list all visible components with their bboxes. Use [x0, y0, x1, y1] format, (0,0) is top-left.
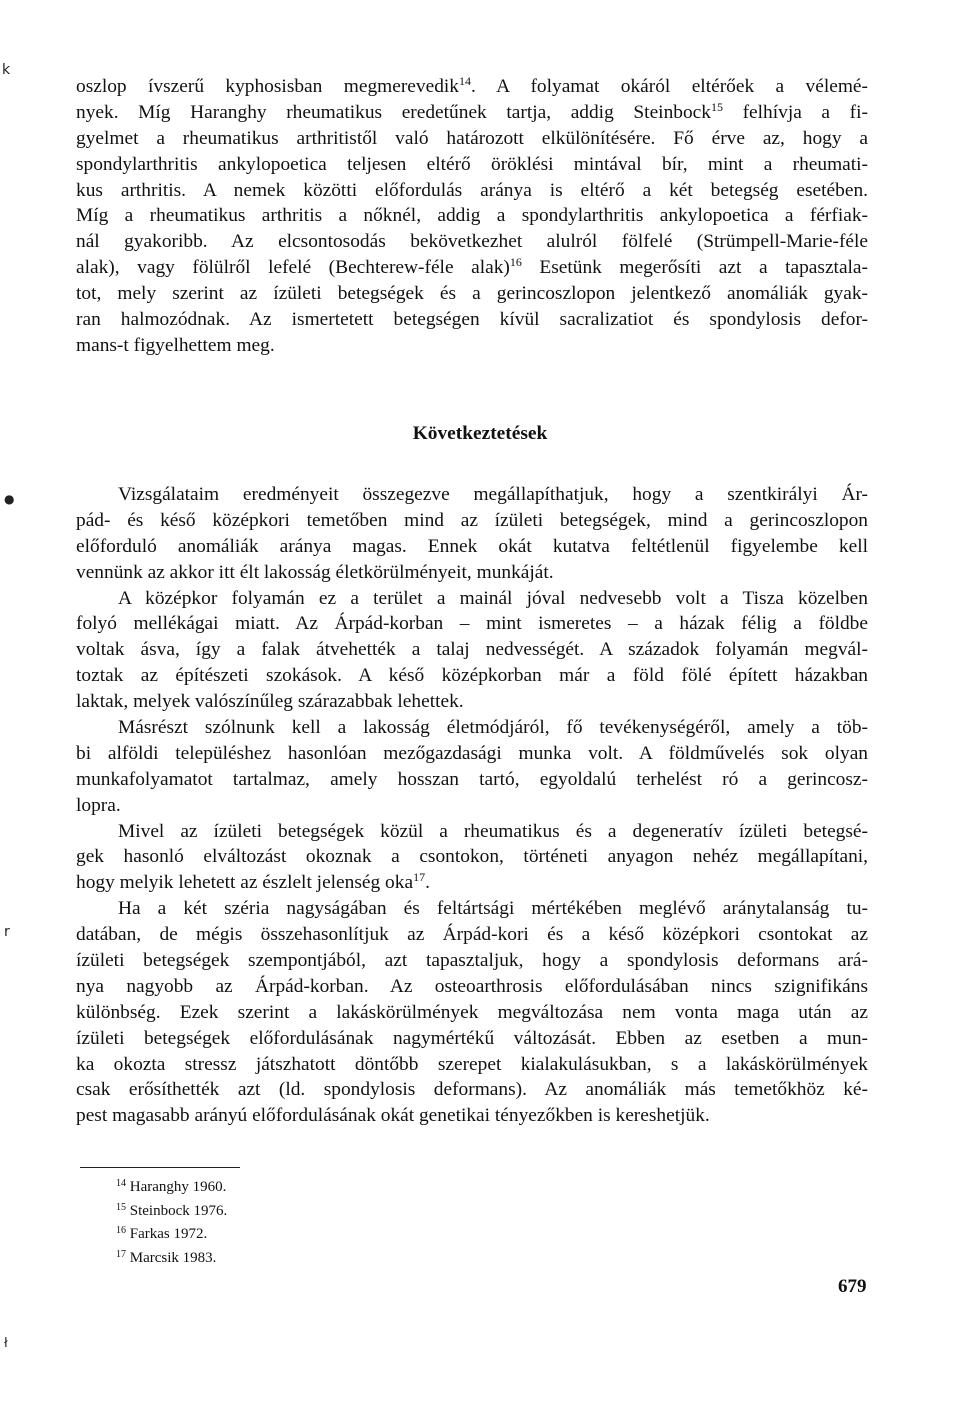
- section-heading: Következtetések: [412, 423, 548, 444]
- line-text: Vizsgálataim eredményeit összegezve megállapíthatjuk, hogy a szentkirályi Ár-: [118, 484, 868, 505]
- line-text: folyó mellékágai miatt. Az Árpád-korban – mint ismeretes – a házak félig a földbe: [76, 613, 868, 635]
- text-line: [76, 307, 868, 333]
- line-text: lopra.: [76, 794, 121, 816]
- text-line: [76, 844, 868, 870]
- line-text: .: [425, 872, 430, 894]
- line-text: spondylarthritis ankylopoetica teljesen eltérő öröklési mintával bír, mint a rheumati-: [76, 153, 868, 175]
- text-line: [76, 1026, 868, 1052]
- text-line: [76, 178, 868, 204]
- footnote-ref: 15: [710, 99, 723, 114]
- footnote-ref: 17: [413, 870, 426, 885]
- text-line: [76, 100, 868, 126]
- line-text: nyek. Míg Haranghy rheumatikus eredetűnek tartja, addig Steinbock: [76, 101, 711, 123]
- line-text: kus arthritis. A nemek közötti előfordulás aránya is eltérő a két betegség esetében.: [76, 179, 868, 201]
- line-text: laktak, melyek valószínűleg szárazabbak lehettek.: [76, 691, 464, 713]
- text-line: [76, 74, 868, 100]
- scan-mark: k: [2, 62, 11, 78]
- text-line: [76, 482, 868, 508]
- text-line: [76, 611, 868, 637]
- text-line: [76, 715, 868, 741]
- text-line: [76, 281, 868, 307]
- footnote-text: Haranghy 1960.: [126, 1179, 227, 1195]
- text-line: [76, 1103, 868, 1129]
- line-text: ízületi betegségek szempontjából, azt tapasztaljuk, hogy a spondylosis deformans ará-: [76, 950, 868, 972]
- line-text: nya nagyobb az Árpád-korban. Az osteoarthrosis előfordulásában nincs szignifikáns: [76, 975, 868, 997]
- text-line: [76, 870, 868, 896]
- line-text: vennünk az akkor itt élt lakosság életkörülményeit, munkáját.: [76, 561, 554, 583]
- line-text: Míg a rheumatikus arthritis a nőknél, addig a spondylarthritis ankylopoetica a férfiak-: [76, 205, 868, 227]
- text-line: [76, 333, 868, 359]
- line-text: különbség. Ezek szerint a lakáskörülmények megváltozása nem vonta maga után az: [76, 1001, 868, 1023]
- body-paragraph: [76, 74, 868, 359]
- text-line: [76, 126, 868, 152]
- text-line: [76, 793, 868, 819]
- line-text: pád- és késő középkori temetőben mind az ízületi betegségek, mind a gerincoszlopon: [76, 509, 868, 531]
- line-text: ízületi betegségek előfordulásának nagymértékű változását. Ebben az esetben a mun-: [76, 1027, 868, 1049]
- text-line: [76, 689, 868, 715]
- text-line: [76, 255, 868, 281]
- line-text: voltak ásva, így a falak átvehették a talaj nedvességét. A századok folyamán megvál-: [76, 639, 868, 661]
- line-text: csak erősíthették azt (ld. spondylosis deformans). Az anomáliák más temetőkhöz ké-: [76, 1079, 868, 1101]
- text-line: [76, 637, 868, 663]
- text-line: [76, 741, 868, 767]
- footnote-number: 15: [116, 1201, 126, 1213]
- line-text: Mivel az ízületi betegségek közül a rheumatikus és a degeneratív ízületi betegsé-: [118, 820, 868, 842]
- page-number: 679: [838, 1276, 867, 1297]
- text-line: [76, 586, 868, 612]
- text-line: [76, 152, 868, 178]
- footnotes: [116, 1176, 227, 1270]
- line-text: . A folyamat okáról eltérőek a vélemé-: [470, 76, 868, 97]
- text-line: [76, 229, 868, 255]
- line-text: felhívja a fi-: [722, 101, 868, 123]
- scan-mark: r: [4, 924, 10, 940]
- footnote-number: 17: [116, 1248, 126, 1260]
- line-text: gyelmet a rheumatikus arthritistől való határozott elkülönítésére. Fő érve az, hogy a: [76, 127, 868, 149]
- text-line: [76, 896, 868, 922]
- line-text: datában, de mégis összehasonlítjuk az Árpád-kori és a késő középkori csontokat az: [76, 924, 868, 946]
- footnote-number: 14: [116, 1178, 126, 1189]
- footnote-separator: [80, 1167, 240, 1168]
- line-text: ran halmozódnak. Az ismertetett betegségen kívül sacralizatiot és spondylosis defor-: [76, 309, 868, 331]
- line-text: előforduló anomáliák aránya magas. Ennek okát kutatva feltétlenül figyelembe kell: [76, 535, 868, 557]
- line-text: tot, mely szerint az ízületi betegségek és a gerincoszlopon jelentkező anomáliák gyak-: [76, 283, 868, 305]
- text-line: [76, 819, 868, 845]
- text-line: [76, 534, 868, 560]
- text-line: [76, 1077, 868, 1103]
- footnote-ref: 14: [458, 74, 471, 88]
- text-line: [76, 203, 868, 229]
- line-text: A középkor folyamán ez a terület a mainál jóval nedvesebb volt a Tisza közelben: [118, 587, 868, 609]
- text-line: [76, 560, 868, 586]
- line-text: munkafolyamatot tartalmaz, amely hosszan tartó, egyoldalú terhelést ró a gerincosz-: [76, 768, 868, 790]
- line-text: Ha a két széria nagyságában és feltártsági mértékében meglévő aránytalanság tu-: [118, 898, 868, 920]
- footnote: [116, 1223, 227, 1247]
- line-text: bi alföldi településhez hasonlóan mezőgazdasági munka volt. A földművelés sok olyan: [76, 742, 868, 764]
- footnote-text: Farkas 1972.: [126, 1226, 208, 1242]
- footnote: [116, 1176, 227, 1200]
- line-text: hogy melyik lehetett az észlelt jelenség oka: [76, 872, 414, 894]
- line-text: alak), vagy fölülről lefelé (Bechterew-féle alak): [76, 257, 510, 279]
- scan-dot: ●: [4, 492, 15, 506]
- footnote: [116, 1200, 227, 1224]
- line-text: toztak az építészeti szokások. A késő középkorban már a föld fölé épített házakban: [76, 665, 868, 687]
- line-text: mans-t figyelhettem meg.: [76, 334, 275, 356]
- line-text: pest magasabb arányú előfordulásának okát genetikai tényezőkben is kereshetjük.: [76, 1105, 710, 1127]
- footnote-text: Steinbock 1976.: [126, 1202, 228, 1219]
- line-text: nál gyakoribb. Az elcsontosodás bekövetkezhet alulról fölfelé (Strümpell-Marie-féle: [76, 231, 868, 253]
- conclusion-section: [76, 482, 868, 1129]
- footnote-ref: 16: [509, 255, 522, 270]
- line-text: Másrészt szólnunk kell a lakosság életmódjáról, fő tevékenységéről, amely a töb-: [118, 717, 868, 739]
- text-line: [76, 1000, 868, 1026]
- footnote-number: 16: [116, 1225, 126, 1236]
- text-line: [76, 948, 868, 974]
- footnote: [116, 1247, 227, 1271]
- text-line: [76, 767, 868, 793]
- scan-mark: ł: [4, 1336, 8, 1351]
- text-line: [76, 974, 868, 1000]
- text-line: [76, 663, 868, 689]
- footnote-text: Marcsik 1983.: [126, 1249, 217, 1266]
- line-text: gek hasonló elváltozást okoznak a csontokon, történeti anyagon nehéz megállapítani,: [76, 846, 868, 868]
- text-line: [76, 508, 868, 534]
- line-text: oszlop ívszerű kyphosisban megmerevedik: [76, 76, 459, 97]
- line-text: ka okozta stressz játszhatott döntőbb szerepet kialakulásukban, s a lakáskörülmények: [76, 1053, 868, 1075]
- text-line: [76, 922, 868, 948]
- line-text: Esetünk megerősíti azt a tapasztala-: [521, 257, 868, 279]
- text-line: [76, 1052, 868, 1078]
